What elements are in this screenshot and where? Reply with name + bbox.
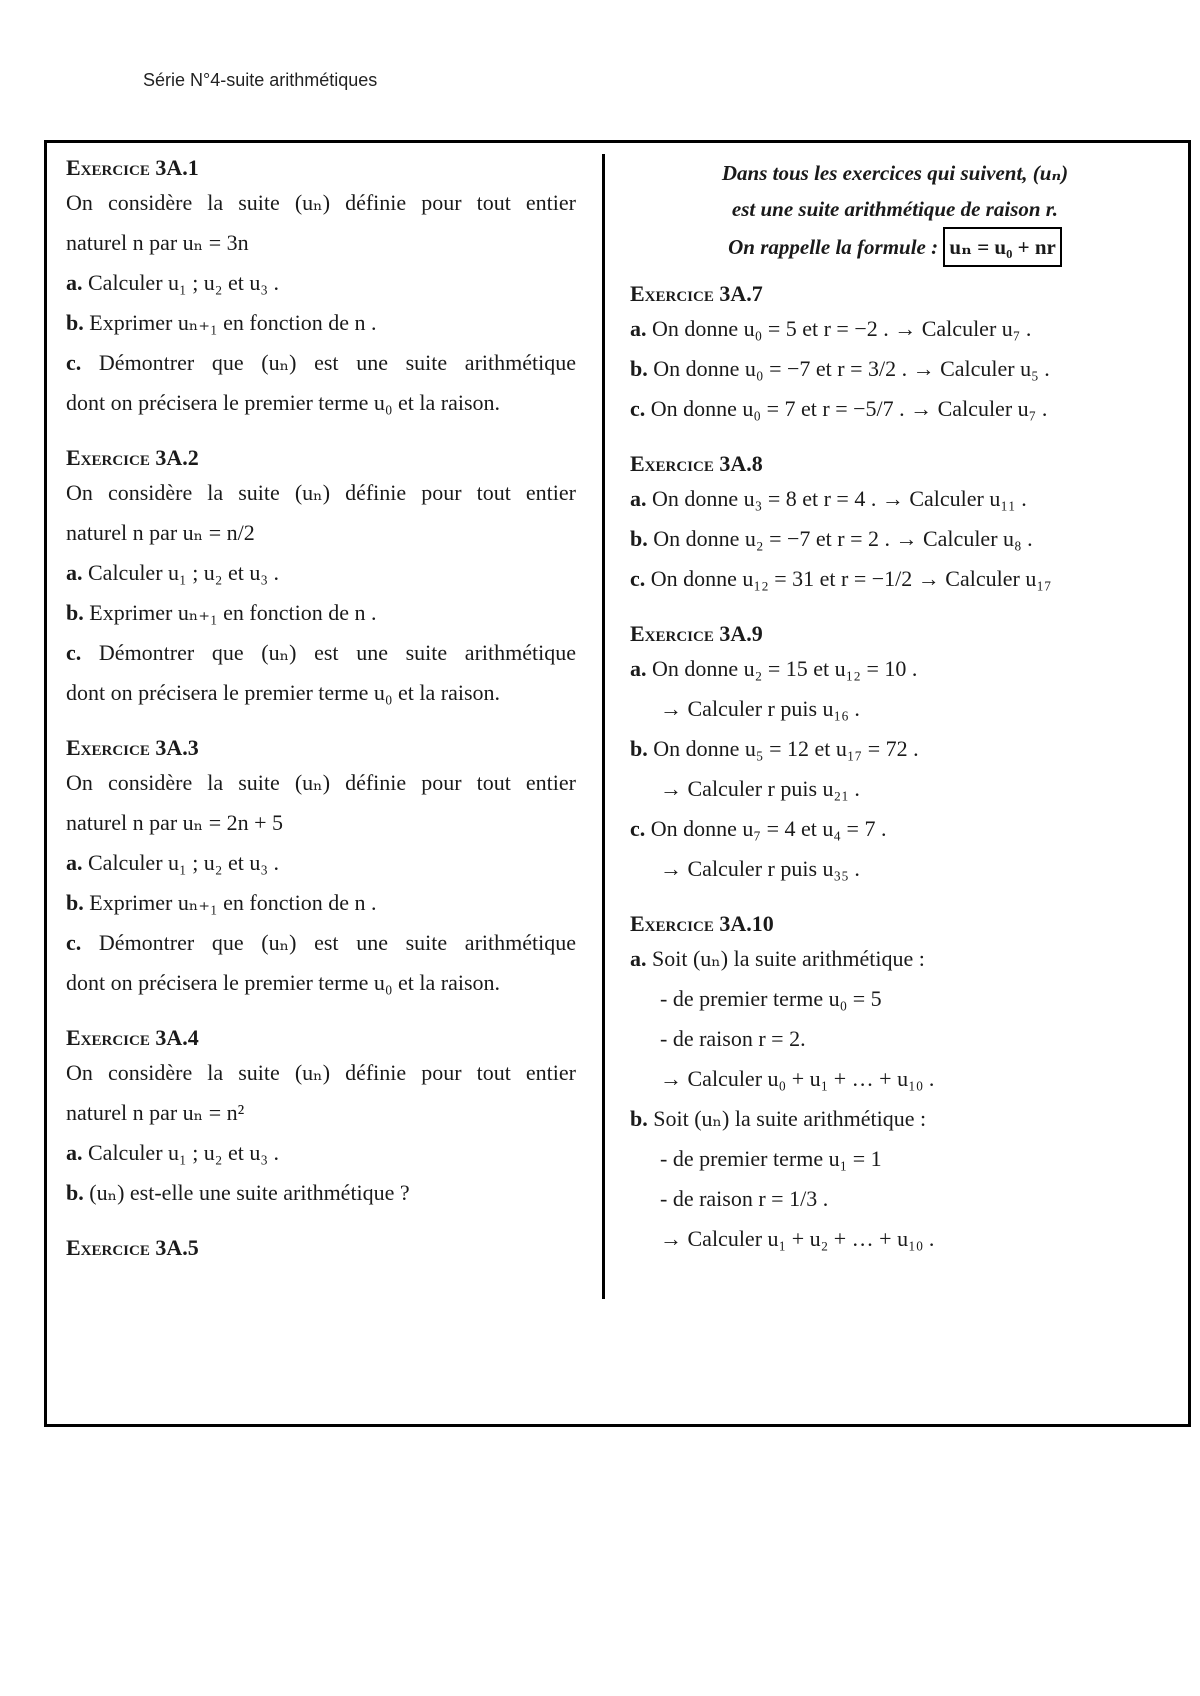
question-label: a. bbox=[66, 850, 83, 875]
question-text: Soit (uₙ) la suite arithmétique : bbox=[647, 1106, 927, 1131]
question-text: - de premier terme u₀ = 5 bbox=[660, 986, 882, 1011]
exercise-line bbox=[630, 849, 1160, 889]
question-text: → Calculer r puis u₂₁ . bbox=[660, 776, 860, 801]
question-text: On donne u₂ = −7 et r = 2 . → Calculer u₈ . bbox=[647, 526, 1033, 551]
question-text: - de raison r = 1/3 . bbox=[660, 1186, 829, 1211]
question-text: dont on précisera le premier terme u₀ et la raison. bbox=[66, 390, 501, 415]
exercise-line bbox=[630, 1139, 1160, 1179]
exercise-line bbox=[630, 1179, 1160, 1219]
exercise-title: Exercice 3A.1 bbox=[66, 155, 199, 180]
question-text: dont on précisera le premier terme u₀ et la raison. bbox=[66, 680, 501, 705]
question-label: a. bbox=[66, 560, 83, 585]
exercise-line bbox=[66, 633, 576, 673]
exercise-block bbox=[630, 621, 1160, 889]
exercise-block bbox=[66, 155, 576, 423]
exercise-line bbox=[630, 309, 1160, 349]
question-text: - de raison r = 2. bbox=[660, 1026, 806, 1051]
exercise-line bbox=[630, 979, 1160, 1019]
question-text: → Calculer r puis u₃₅ . bbox=[660, 856, 860, 881]
question-text: Exprimer uₙ₊₁ en fonction de n . bbox=[83, 600, 377, 625]
question-text: On donne u₀ = 5 et r = −2 . → Calculer u₇ . bbox=[646, 316, 1032, 341]
exercise-line bbox=[630, 649, 1160, 689]
exercise-title: Exercice 3A.7 bbox=[630, 281, 763, 306]
exercise-line bbox=[66, 963, 576, 1003]
question-label: b. bbox=[66, 890, 84, 915]
question-text: → Calculer u₁ + u₂ + … + u₁₀ . bbox=[660, 1226, 935, 1251]
exercise-line bbox=[630, 1019, 1160, 1059]
exercise-line bbox=[66, 513, 576, 553]
question-text: Calculer u₁ ; u₂ et u₃ . bbox=[82, 560, 280, 585]
question-text: Exprimer uₙ₊₁ en fonction de n . bbox=[83, 310, 377, 335]
question-text: On donne u₀ = −7 et r = 3/2 . → Calculer u₅ . bbox=[647, 356, 1050, 381]
question-label: c. bbox=[66, 640, 82, 665]
question-text: naturel n par uₙ = n/2 bbox=[66, 520, 255, 545]
question-text: dont on précisera le premier terme u₀ et la raison. bbox=[66, 970, 501, 995]
exercise-line bbox=[66, 183, 576, 223]
exercise-line bbox=[630, 1059, 1160, 1099]
question-text: On donne u₂ = 15 et u₁₂ = 10 . bbox=[646, 656, 918, 681]
intro-line-1: Dans tous les exercices qui suivent, (uₙ) bbox=[721, 161, 1069, 185]
exercise-title: Exercice 3A.2 bbox=[66, 445, 199, 470]
question-label: c. bbox=[630, 396, 646, 421]
exercise-title: Exercice 3A.9 bbox=[630, 621, 763, 646]
exercise-line bbox=[66, 843, 576, 883]
exercise-line bbox=[630, 1099, 1160, 1139]
exercise-line bbox=[630, 349, 1160, 389]
exercise-line bbox=[66, 343, 576, 383]
question-text: → Calculer u₀ + u₁ + … + u₁₀ . bbox=[660, 1066, 935, 1091]
exercise-line bbox=[66, 383, 576, 423]
question-label: b. bbox=[66, 600, 84, 625]
exercise-block bbox=[66, 1025, 576, 1213]
question-label: a. bbox=[630, 656, 647, 681]
right-column bbox=[630, 155, 1160, 1298]
exercise-line bbox=[630, 769, 1160, 809]
question-text: Calculer u₁ ; u₂ et u₃ . bbox=[82, 850, 280, 875]
exercise-block bbox=[66, 1235, 576, 1261]
question-text: - de premier terme u₁ = 1 bbox=[660, 1146, 882, 1171]
exercise-line bbox=[66, 473, 576, 513]
exercise-line bbox=[66, 1133, 576, 1173]
exercise-line bbox=[66, 673, 576, 713]
intro-line-3 bbox=[630, 227, 1160, 267]
question-text: naturel n par uₙ = n² bbox=[66, 1100, 245, 1125]
exercise-line bbox=[66, 883, 576, 923]
question-label: a. bbox=[630, 486, 647, 511]
intro-line-2: est une suite arithmétique de raison r. bbox=[731, 197, 1059, 221]
question-text: naturel n par uₙ = 2n + 5 bbox=[66, 810, 284, 835]
question-text: On donne u₀ = 7 et r = −5/7 . → Calculer u₇ . bbox=[645, 396, 1048, 421]
column-divider bbox=[602, 154, 605, 1299]
question-text: Calculer u₁ ; u₂ et u₃ . bbox=[82, 270, 280, 295]
question-text: Soit (uₙ) la suite arithmétique : bbox=[646, 946, 925, 971]
question-text: → Calculer r puis u₁₆ . bbox=[660, 696, 860, 721]
exercise-line bbox=[630, 389, 1160, 429]
question-text: Calculer u₁ ; u₂ et u₃ . bbox=[82, 1140, 280, 1165]
question-text: On donne u₁₂ = 31 et r = −1/2 → Calculer u₁₇ bbox=[645, 566, 1052, 591]
question-text: On donne u₅ = 12 et u₁₇ = 72 . bbox=[647, 736, 919, 761]
exercise-title: Exercice 3A.5 bbox=[66, 1235, 199, 1260]
exercise-block bbox=[66, 445, 576, 713]
question-text: On donne u₇ = 4 et u₄ = 7 . bbox=[645, 816, 887, 841]
exercise-title: Exercice 3A.10 bbox=[630, 911, 774, 936]
left-column bbox=[66, 155, 576, 1298]
question-label: b. bbox=[630, 356, 648, 381]
exercise-line bbox=[630, 689, 1160, 729]
question-label: a. bbox=[630, 946, 647, 971]
question-label: a. bbox=[66, 270, 83, 295]
exercise-line bbox=[630, 1219, 1160, 1259]
exercise-line bbox=[66, 1173, 576, 1213]
exercise-line bbox=[66, 923, 576, 963]
question-label: c. bbox=[630, 566, 646, 591]
exercise-title: Exercice 3A.3 bbox=[66, 735, 199, 760]
exercise-block bbox=[66, 735, 576, 1003]
exercise-line bbox=[66, 1093, 576, 1133]
exercise-line bbox=[66, 553, 576, 593]
exercise-block bbox=[630, 451, 1160, 599]
exercise-line bbox=[630, 479, 1160, 519]
exercise-block bbox=[630, 281, 1160, 429]
question-text: (uₙ) est-elle une suite arithmétique ? bbox=[83, 1180, 410, 1205]
exercise-line bbox=[630, 809, 1160, 849]
question-text: Exprimer uₙ₊₁ en fonction de n . bbox=[83, 890, 377, 915]
right-exercises bbox=[630, 281, 1160, 1259]
exercise-line bbox=[66, 593, 576, 633]
exercise-line bbox=[66, 1053, 576, 1093]
question-text: naturel n par uₙ = 3n bbox=[66, 230, 249, 255]
formula-box: uₙ = u₀ + nr bbox=[943, 227, 1062, 267]
question-label: b. bbox=[66, 310, 84, 335]
exercise-line bbox=[630, 939, 1160, 979]
exercise-title: Exercice 3A.8 bbox=[630, 451, 763, 476]
intro-note bbox=[630, 155, 1160, 267]
question-label: c. bbox=[66, 350, 82, 375]
question-label: b. bbox=[66, 1180, 84, 1205]
question-label: a. bbox=[630, 316, 647, 341]
question-label: c. bbox=[630, 816, 646, 841]
exercise-line bbox=[66, 803, 576, 843]
exercise-line bbox=[630, 729, 1160, 769]
exercise-line bbox=[630, 519, 1160, 559]
question-text: On considère la suite (uₙ) définie pour tout entier bbox=[66, 480, 576, 505]
exercise-title: Exercice 3A.4 bbox=[66, 1025, 199, 1050]
question-text: On donne u₃ = 8 et r = 4 . → Calculer u₁₁ . bbox=[646, 486, 1027, 511]
question-label: b. bbox=[630, 526, 648, 551]
question-label: b. bbox=[630, 736, 648, 761]
question-text: Démontrer que (uₙ) est une suite arithmétique bbox=[81, 640, 576, 665]
question-text: On considère la suite (uₙ) définie pour tout entier bbox=[66, 770, 576, 795]
exercise-line bbox=[66, 263, 576, 303]
question-text: On considère la suite (uₙ) définie pour tout entier bbox=[66, 1060, 576, 1085]
exercise-line bbox=[630, 559, 1160, 599]
page-header-title: Série N°4-suite arithmétiques bbox=[143, 70, 378, 90]
question-label: b. bbox=[630, 1106, 648, 1131]
question-label: a. bbox=[66, 1140, 83, 1165]
question-label: c. bbox=[66, 930, 82, 955]
question-text: On considère la suite (uₙ) définie pour tout entier bbox=[66, 190, 576, 215]
exercise-line bbox=[66, 223, 576, 263]
exercise-line bbox=[66, 763, 576, 803]
question-text: Démontrer que (uₙ) est une suite arithmétique bbox=[81, 350, 576, 375]
exercise-line bbox=[66, 303, 576, 343]
exercise-block bbox=[630, 911, 1160, 1259]
question-text: Démontrer que (uₙ) est une suite arithmétique bbox=[81, 930, 576, 955]
intro-formula-prefix: On rappelle la formule : bbox=[728, 235, 939, 259]
